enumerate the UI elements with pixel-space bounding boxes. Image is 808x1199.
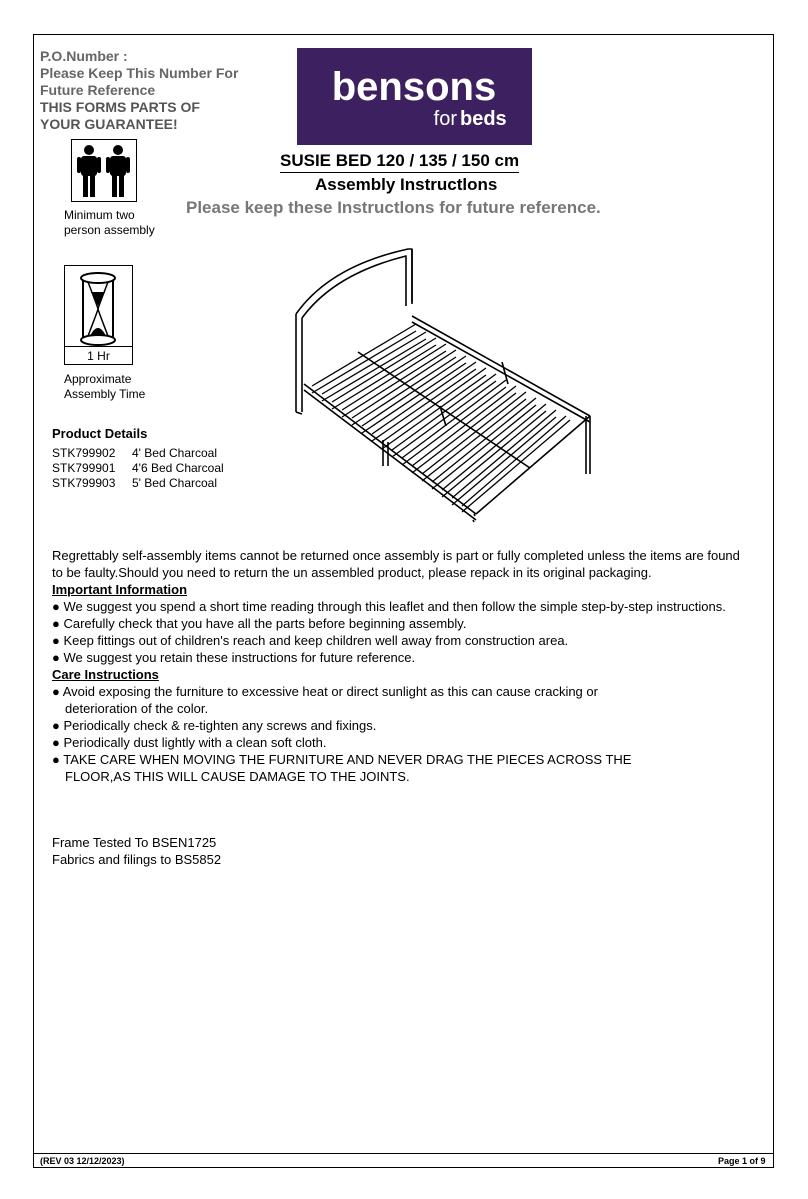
product-code: STK799903 [52, 476, 116, 490]
hourglass-time-label: 1 Hr [65, 346, 132, 365]
assembly-time-caption-line1: Approximate [64, 372, 132, 386]
page-number: Page 1 of 9 [718, 1156, 766, 1166]
two-person-caption-line2: person assembly [64, 223, 155, 237]
po-guarantee-line1: THIS FORMS PARTS OF [40, 99, 200, 115]
footer-divider [33, 1153, 774, 1154]
two-person-caption [64, 208, 155, 238]
product-code: STK799901 [52, 461, 116, 475]
po-number-label: P.O.Number : [40, 48, 128, 64]
product-title: SUSIE BED 120 / 135 / 150 cm [280, 151, 519, 173]
po-number-block [40, 48, 238, 133]
revision-label: (REV 03 12/12/2023) [40, 1156, 125, 1166]
care-item: ● Periodically check & re-tighten any screws and fixings. [52, 718, 377, 733]
assembly-time-caption-line2: Assembly Time [64, 387, 146, 401]
care-instructions-heading: Care Instructions [52, 667, 159, 682]
testing-standards [52, 834, 221, 868]
product-description: 5' Bed Charcoal [132, 476, 218, 490]
po-guarantee-line2: YOUR GUARANTEE! [40, 116, 178, 132]
two-person-icon [71, 139, 137, 202]
important-item: ● We suggest you spend a short time reading through this leaflet and then follow the simple step-by-step instructions. [52, 599, 726, 614]
care-item: ● Periodically dust lightly with a clean soft cloth. [52, 735, 327, 750]
two-person-caption-line1: Minimum two [64, 208, 135, 222]
frame-tested-line: Frame Tested To BSEN1725 [52, 835, 217, 850]
care-item: ● Avoid exposing the furniture to excessive heat or direct sunlight as this can cause cracking or deterioration of the color. [52, 684, 598, 716]
logo-for-text: for [433, 108, 457, 130]
hourglass-icon [64, 265, 133, 365]
logo-beds-text: beds [460, 108, 507, 130]
assembly-instructions-heading: Assembly Instructlons [315, 175, 498, 194]
bed-illustration [290, 244, 600, 524]
keep-instructions-note: Please keep these Instructlons for future reference. [186, 198, 601, 217]
care-item: ● TAKE CARE WHEN MOVING THE FURNITURE AND NEVER DRAG THE PIECES ACROSS THE FLOOR,AS THIS WILL CAUSE DAMAGE TO THE JOINTS. [52, 752, 632, 784]
fabrics-tested-line: Fabrics and filings to BS5852 [52, 852, 222, 867]
product-details-heading: Product Details [52, 426, 148, 441]
product-description: 4' Bed Charcoal [132, 446, 218, 460]
product-code: STK799902 [52, 446, 116, 460]
bensons-logo [297, 48, 532, 145]
important-information-heading: Important Information [52, 582, 188, 597]
returns-notice: Regrettably self-assembly items cannot be returned once assembly is part or fully completed unless the items are found to be faulty.Should you need to return the un assembled product, please repack in its original packaging. [52, 548, 740, 580]
body-text [52, 547, 752, 785]
logo-brand-text: bensons [331, 65, 497, 109]
assembly-time-caption [64, 372, 145, 402]
important-item: ● We suggest you retain these instructions for future reference. [52, 650, 416, 665]
important-item: ● Keep fittings out of children's reach and keep children well away from construction area. [52, 633, 569, 648]
po-future-line: Future Reference [40, 82, 156, 98]
important-item: ● Carefully check that you have all the parts before beginning assembly. [52, 616, 467, 631]
product-description: 4'6 Bed Charcoal [132, 461, 224, 475]
po-keep-line: Please Keep This Number For [40, 65, 239, 81]
